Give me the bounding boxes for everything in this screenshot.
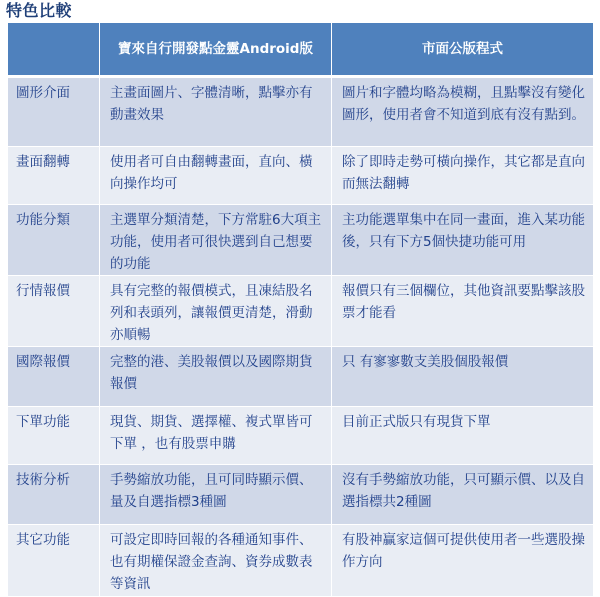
generic-text: 沒有手勢縮放功能，只可顯示價、以及自選指標共2種圖: [342, 472, 585, 510]
app-cell: [100, 347, 332, 407]
feature-label: 其它功能: [16, 532, 70, 548]
table-row: [8, 77, 594, 147]
app-cell: [100, 465, 332, 525]
table-row: [8, 525, 594, 597]
feature-label: 下單功能: [16, 414, 70, 430]
feature-cell: [8, 147, 100, 205]
app-cell: [100, 276, 332, 347]
feature-cell: [8, 347, 100, 407]
comparison-table: [7, 22, 594, 597]
generic-cell: [332, 205, 594, 276]
feature-label: 畫面翻轉: [16, 154, 70, 170]
generic-text: 有股神贏家這個可提供使用者一些選股操作方向: [342, 532, 585, 570]
header-feature: [8, 23, 100, 77]
feature-label: 圖形介面: [16, 85, 70, 101]
app-cell: [100, 205, 332, 276]
app-cell: [100, 407, 332, 465]
generic-cell: [332, 147, 594, 205]
table-row: [8, 205, 594, 276]
app-cell: [100, 525, 332, 597]
app-cell: [100, 77, 332, 147]
feature-cell: [8, 276, 100, 347]
header-generic: 市面公版程式: [332, 23, 594, 77]
generic-text: 圖片和字體均略為模糊，且點擊沒有變化圖形，使用者會不知道到底有沒有點到。: [342, 85, 585, 123]
feature-cell: [8, 407, 100, 465]
feature-cell: [8, 77, 100, 147]
table-row: [8, 347, 594, 407]
generic-text: 除了即時走勢可橫向操作，其它都是直向而無法翻轉: [342, 154, 585, 192]
table-row: [8, 407, 594, 465]
app-text: 主畫面圖片、字體清晰，點擊亦有動畫效果: [110, 85, 313, 123]
feature-cell: [8, 465, 100, 525]
app-cell: [100, 147, 332, 205]
header-app: 寶來自行開發點金靈Android版: [100, 23, 332, 77]
table-row: [8, 147, 594, 205]
generic-cell: [332, 525, 594, 597]
page-title: 特色比較: [6, 1, 73, 20]
table-row: [8, 465, 594, 525]
generic-cell: [332, 407, 594, 465]
app-text: 完整的港、美股報價以及國際期貨報價: [110, 354, 313, 392]
table-row: [8, 276, 594, 347]
feature-label: 行情報價: [16, 283, 70, 299]
generic-text: 只 有寥寥數支美股個股報價: [342, 354, 509, 370]
app-text: 手勢縮放功能，且可同時顯示價、量及自選指標3種圖: [110, 472, 313, 510]
app-text: 主選單分類清楚，下方常駐6大項主功能，使用者可很快選到自己想要的功能: [110, 212, 322, 272]
generic-cell: [332, 276, 594, 347]
app-text: 使用者可自由翻轉畫面，直向、橫向操作均可: [110, 154, 313, 192]
feature-cell: [8, 525, 100, 597]
app-text: 現貨、期貨、選擇權、複式單皆可下單 ，也有股票申購: [110, 414, 313, 452]
feature-label: 技術分析: [16, 472, 70, 488]
app-text: 可設定即時回報的各種通知事件、也有期權保證金查詢、資券成數表等資訊: [110, 532, 313, 592]
app-text: 具有完整的報價模式，且凍結股名列和表頭列，讓報價更清楚，滑動亦順暢: [110, 283, 313, 343]
header-row: [8, 23, 594, 77]
generic-text: 主功能選單集中在同一畫面，進入某功能後，只有下方5個快捷功能可用: [342, 212, 585, 250]
feature-cell: [8, 205, 100, 276]
feature-label: 功能分類: [16, 212, 70, 228]
generic-text: 目前正式版只有現貨下單: [342, 414, 491, 430]
generic-cell: [332, 77, 594, 147]
generic-cell: [332, 465, 594, 525]
generic-text: 報價只有三個欄位，其他資訊要點擊該股票才能看: [342, 283, 585, 321]
generic-cell: [332, 347, 594, 407]
feature-label: 國際報價: [16, 354, 70, 370]
